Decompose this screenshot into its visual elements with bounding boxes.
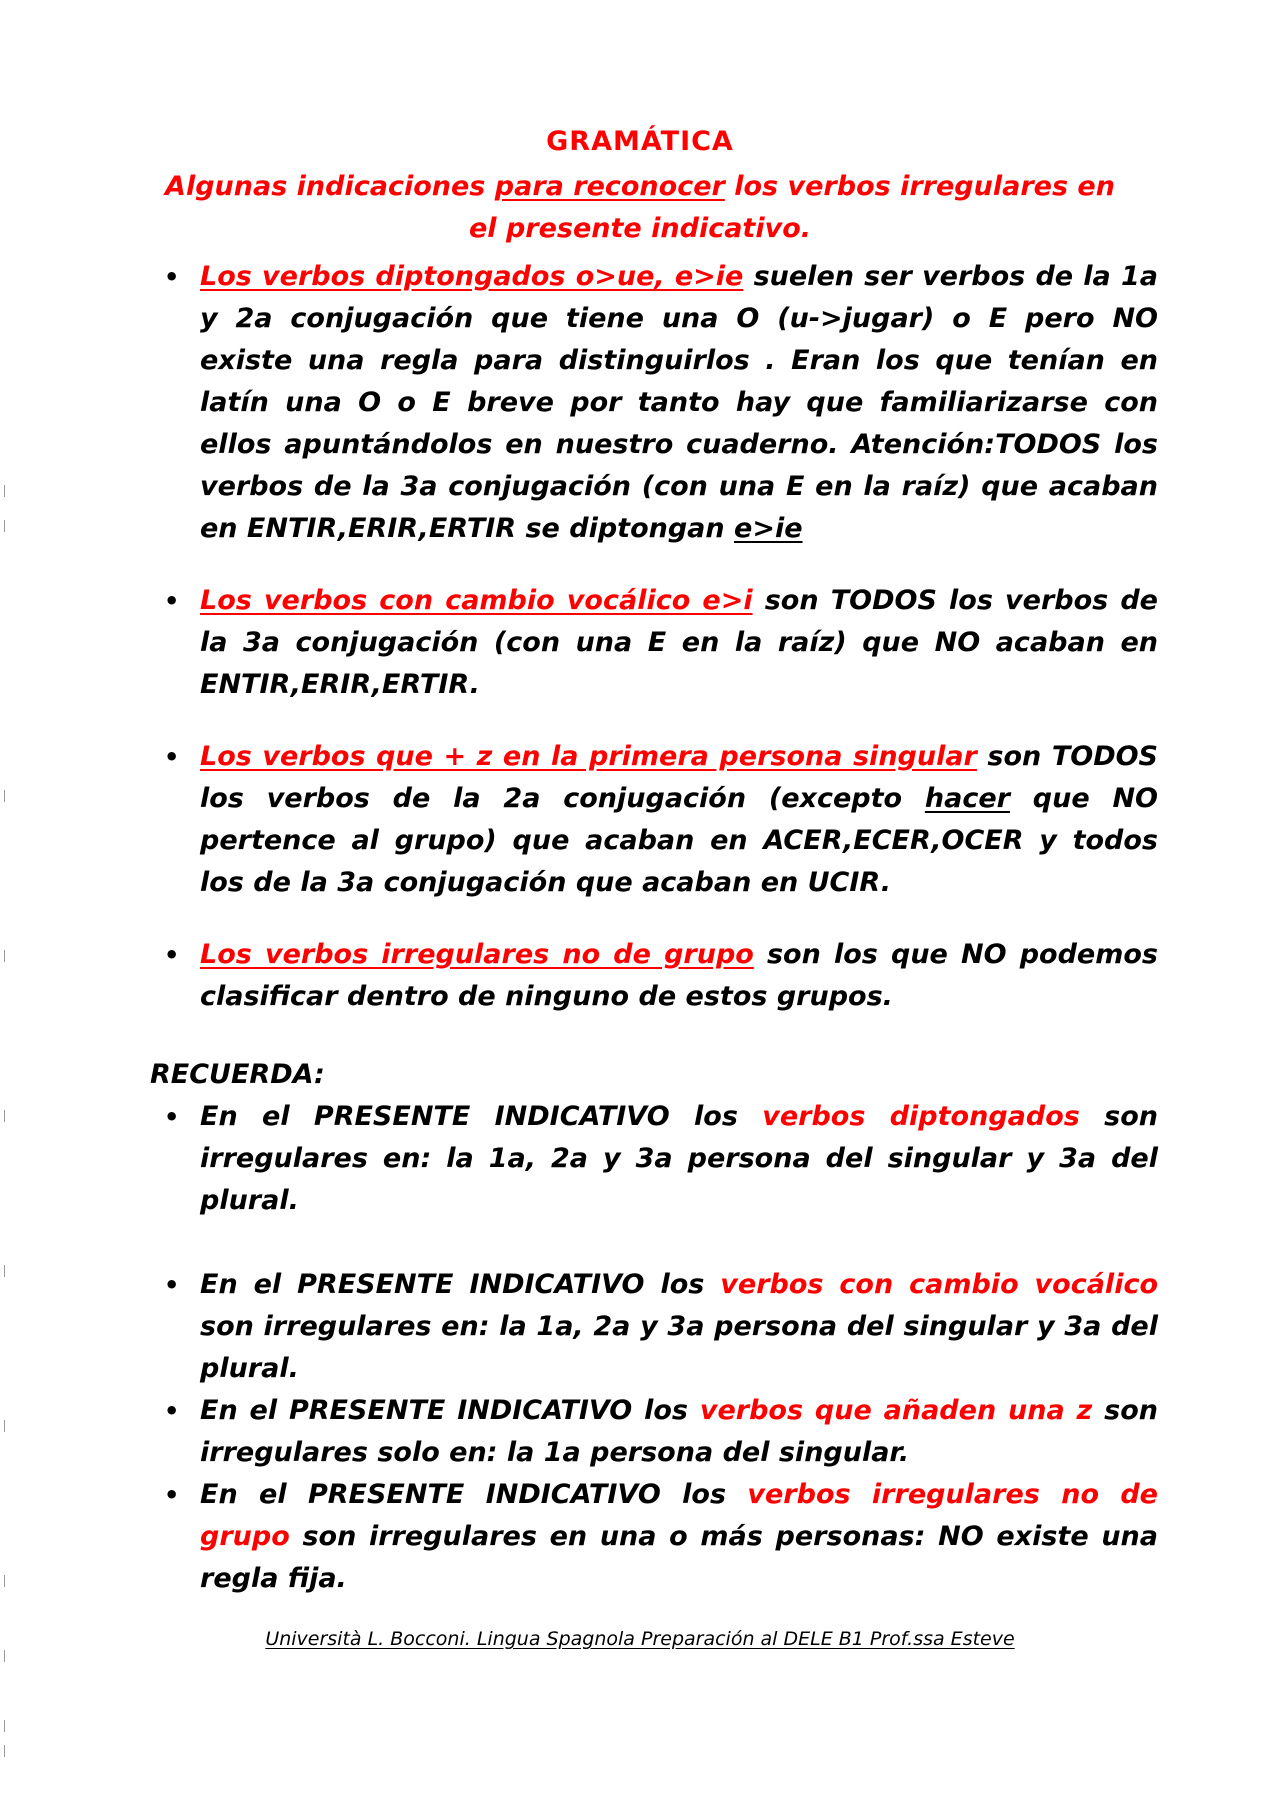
recuerda-red: verbos que añaden una z	[699, 1395, 1093, 1426]
rule-body: son TODOS los verbos de la 3a conjugación (con una E en la raíz) que NO acaban en ENTIR,ERIR,ERTIR.	[200, 585, 1158, 700]
recuerda-red: verbos con cambio vocálico	[720, 1269, 1158, 1300]
subtitle-part1: Algunas indicaciones	[165, 171, 495, 202]
recuerda-red: verbos irregulares no de grupo	[200, 1479, 1158, 1552]
subtitle-underlined: para reconocer	[494, 171, 725, 202]
rule-lead: Los verbos con cambio vocálico e>i	[200, 585, 753, 616]
rule-body: que NO pertence al grupo) que acaban en ACER,ECER,OCER y todos los de la 3a conjugación que acaban en UCIR.	[200, 783, 1158, 898]
recuerda-red: verbos diptongados	[762, 1101, 1080, 1132]
page-footer: Università L. Bocconi. Lingua Spagnola Preparación al DELE B1 Prof.ssa Esteve	[265, 1628, 1015, 1650]
scan-mark	[4, 1745, 5, 1757]
recuerda-pre: En el PRESENTE INDICATIVO los	[200, 1395, 700, 1426]
rule-cambio-vocalico	[200, 580, 1158, 706]
rule-body: son TODOS los verbos de la 2a conjugación (excepto	[200, 741, 1158, 814]
page-title: GRAMÁTICA	[546, 126, 734, 157]
rule-body: suelen ser verbos de la 1a y 2a conjugación que tiene una O (u->jugar) o E pero NO existe una regla para distinguirlos . Eran los que tenían en latín una O o E breve por tanto hay que familiarizarse con ellos apuntándolos en nuestro cuaderno. Atención:TODOS los verbos de la 3a conjugación (con una E en la raíz) que acaban en ENTIR,ERIR,ERTIR se diptongan	[200, 261, 1158, 544]
scan-mark	[4, 790, 5, 802]
recuerda-pre: En el PRESENTE INDICATIVO los	[200, 1101, 763, 1132]
recuerda-post: son irregulares solo en: la 1a persona del singular.	[200, 1395, 1158, 1468]
rule-lead: Los verbos que + z en la primera persona singular	[200, 741, 977, 772]
scan-mark	[4, 1720, 5, 1732]
page-subtitle	[165, 166, 1115, 250]
scan-mark	[4, 1420, 5, 1432]
recuerda-list	[200, 1096, 1158, 1600]
recuerda-heading: RECUERDA:	[150, 1059, 325, 1090]
recuerda-pre: En el PRESENTE INDICATIVO los	[200, 1479, 748, 1510]
recuerda-item	[200, 1096, 1158, 1222]
recuerda-item	[200, 1474, 1158, 1600]
rule-tail: e>ie	[734, 513, 803, 544]
recuerda-post: son irregulares en una o más personas: NO existe una regla fija.	[200, 1521, 1158, 1594]
rule-body: son los que NO podemos clasificar dentro de ninguno de estos grupos.	[200, 939, 1158, 1012]
scan-mark	[4, 1265, 5, 1277]
rule-diptongados	[200, 256, 1158, 550]
rule-no-de-grupo	[200, 934, 1158, 1018]
rules-list	[200, 256, 1158, 1018]
subtitle-part3: los verbos irregulares en el presente indicativo.	[469, 171, 1115, 244]
recuerda-item	[200, 1390, 1158, 1474]
scan-mark	[4, 520, 5, 532]
scan-mark	[4, 1110, 5, 1122]
scan-mark	[4, 485, 5, 497]
rule-lead: Los verbos irregulares no de grupo	[200, 939, 754, 970]
recuerda-post: son irregulares en: la 1a, 2a y 3a persona del singular y 3a del plural.	[200, 1101, 1158, 1216]
rule-lead: Los verbos diptongados o>ue, e>ie	[200, 261, 744, 292]
scan-mark	[4, 1650, 5, 1662]
recuerda-pre: En el PRESENTE INDICATIVO los	[200, 1269, 721, 1300]
rule-anaden-z	[200, 736, 1158, 904]
scan-mark	[4, 1575, 5, 1587]
scan-mark	[4, 950, 5, 962]
recuerda-post: son irregulares en: la 1a, 2a y 3a persona del singular y 3a del plural.	[200, 1311, 1158, 1384]
recuerda-item	[200, 1264, 1158, 1390]
rule-underlined-word: hacer	[924, 783, 1010, 814]
